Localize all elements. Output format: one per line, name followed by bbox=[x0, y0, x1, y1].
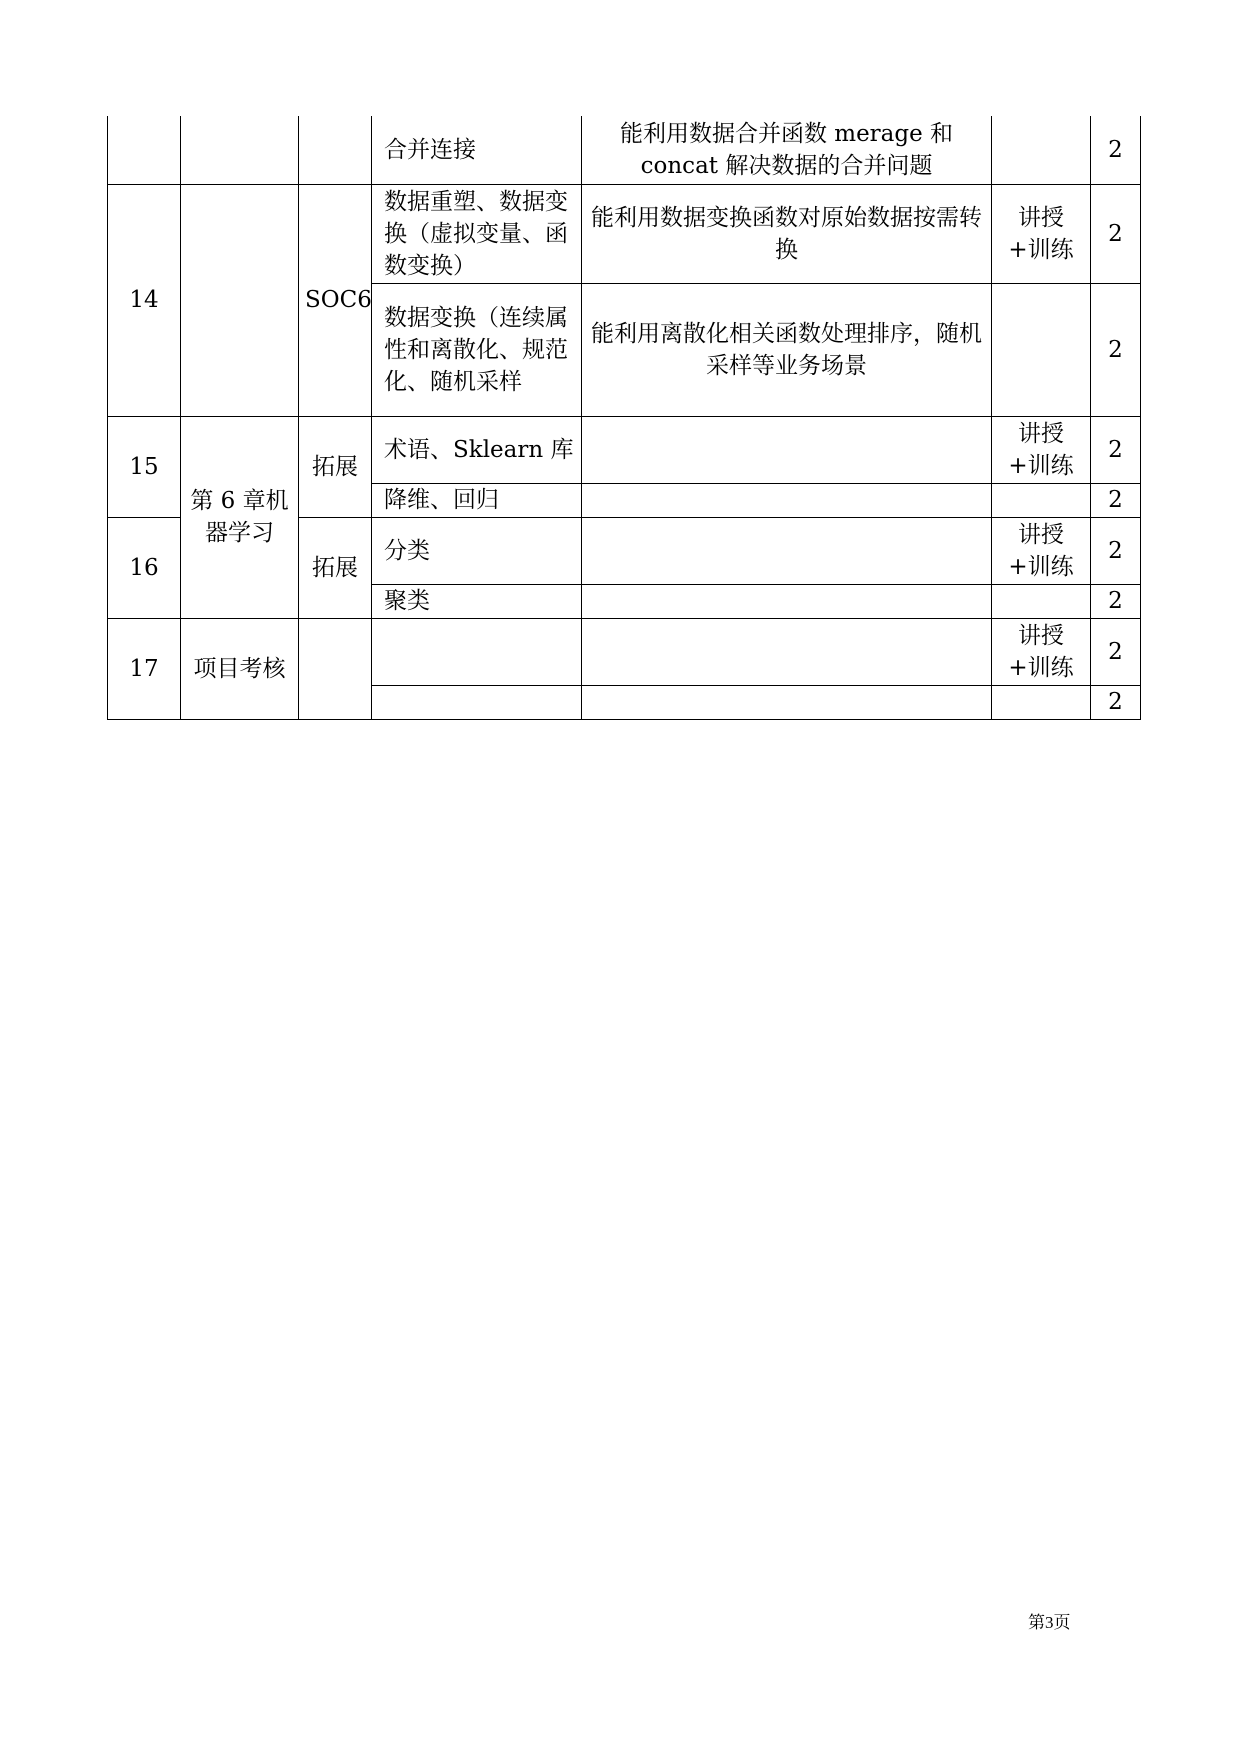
chapter-cell: 项目考核 bbox=[181, 618, 299, 719]
week-cell: 17 bbox=[108, 618, 181, 719]
code-cell: SOC6 bbox=[299, 184, 372, 416]
topic-cell bbox=[372, 685, 582, 719]
code-cell bbox=[299, 116, 372, 184]
method-cell bbox=[992, 685, 1091, 719]
hours-cell: 2 bbox=[1091, 517, 1141, 584]
method-cell: 讲授+训练 bbox=[992, 416, 1091, 483]
topic-cell: 降维、回归 bbox=[372, 483, 582, 517]
objective-cell bbox=[582, 618, 992, 685]
code-cell: 拓展 bbox=[299, 517, 372, 618]
week-cell: 14 bbox=[108, 184, 181, 416]
objective-cell: 能利用离散化相关函数处理排序，随机采样等业务场景 bbox=[582, 283, 992, 416]
topic-cell: 数据变换（连续属性和离散化、规范化、随机采样 bbox=[372, 283, 582, 416]
topic-cell: 合并连接 bbox=[372, 116, 582, 184]
week-cell bbox=[108, 116, 181, 184]
objective-cell bbox=[582, 517, 992, 584]
table-row bbox=[108, 416, 1141, 483]
hours-cell: 2 bbox=[1091, 184, 1141, 283]
objective-cell: 能利用数据变换函数对原始数据按需转换 bbox=[582, 184, 992, 283]
method-cell: 讲授+训练 bbox=[992, 517, 1091, 584]
table-row bbox=[108, 618, 1141, 685]
hours-cell: 2 bbox=[1091, 584, 1141, 618]
method-cell: 讲授+训练 bbox=[992, 184, 1091, 283]
objective-cell: 能利用数据合并函数 merage 和 concat 解决数据的合并问题 bbox=[582, 116, 992, 184]
page-number: 第3页 bbox=[1028, 1613, 1071, 1632]
table-row bbox=[108, 116, 1141, 184]
method-cell bbox=[992, 483, 1091, 517]
chapter-cell bbox=[181, 184, 299, 416]
method-cell bbox=[992, 584, 1091, 618]
course-schedule-table bbox=[107, 116, 1141, 720]
hours-cell: 2 bbox=[1091, 116, 1141, 184]
week-cell: 15 bbox=[108, 416, 181, 517]
chapter-cell: 第 6 章机器学习 bbox=[181, 416, 299, 618]
method-cell bbox=[992, 116, 1091, 184]
hours-cell: 2 bbox=[1091, 618, 1141, 685]
objective-cell bbox=[582, 416, 992, 483]
objective-cell bbox=[582, 685, 992, 719]
code-cell bbox=[299, 618, 372, 719]
hours-cell: 2 bbox=[1091, 685, 1141, 719]
method-cell bbox=[992, 283, 1091, 416]
method-cell: 讲授+训练 bbox=[992, 618, 1091, 685]
chapter-cell bbox=[181, 116, 299, 184]
objective-cell bbox=[582, 584, 992, 618]
week-cell: 16 bbox=[108, 517, 181, 618]
code-cell: 拓展 bbox=[299, 416, 372, 517]
table-row bbox=[108, 184, 1141, 283]
topic-cell: 分类 bbox=[372, 517, 582, 584]
topic-cell bbox=[372, 618, 582, 685]
hours-cell: 2 bbox=[1091, 483, 1141, 517]
hours-cell: 2 bbox=[1091, 416, 1141, 483]
topic-cell: 聚类 bbox=[372, 584, 582, 618]
hours-cell: 2 bbox=[1091, 283, 1141, 416]
objective-cell bbox=[582, 483, 992, 517]
topic-cell: 术语、Sklearn 库 bbox=[372, 416, 582, 483]
topic-cell: 数据重塑、数据变换（虚拟变量、函数变换） bbox=[372, 184, 582, 283]
